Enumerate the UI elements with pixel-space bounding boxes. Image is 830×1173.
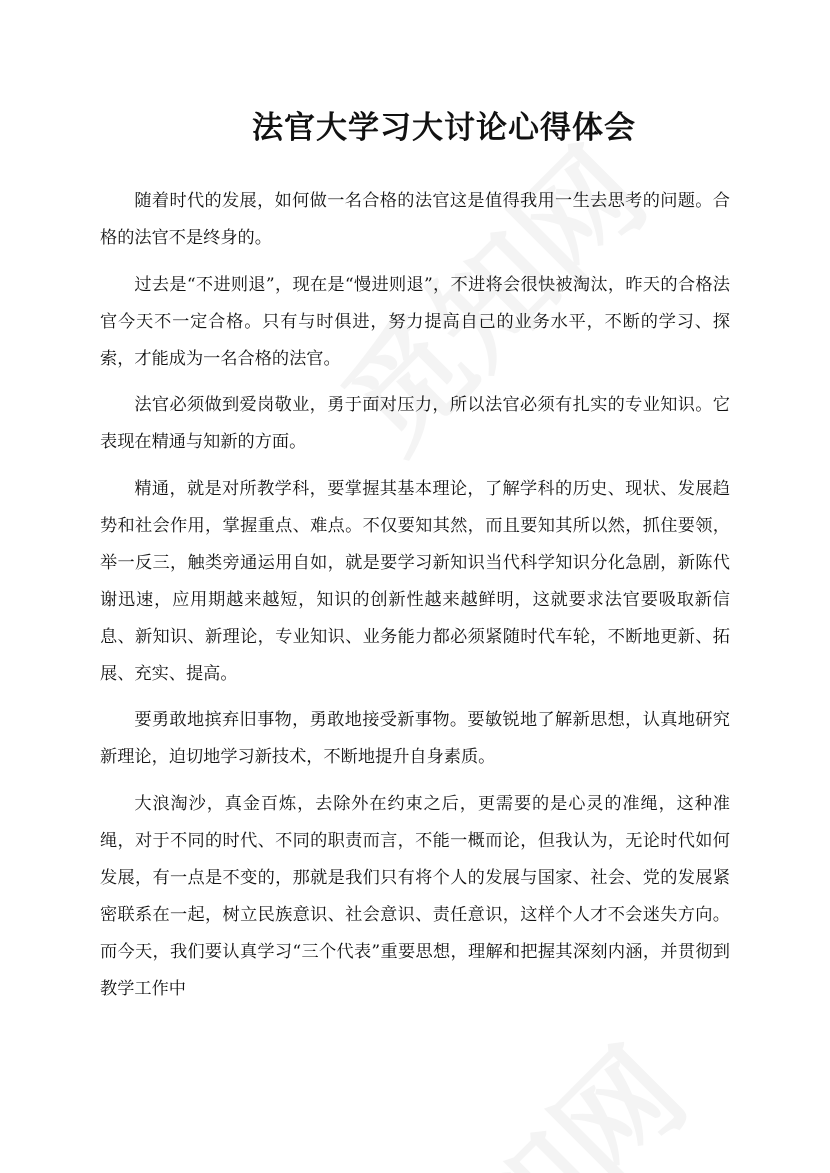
watermark bbox=[340, 1005, 716, 1173]
paragraph: 要勇敢地摈弃旧事物，勇敢地接受新事物。要敏锐地了解新思想，认真地研究新理论，迫切地学习新技术，不断地提升自身素质。 bbox=[100, 710, 730, 767]
document-body bbox=[100, 183, 730, 1017]
paragraph: 法官必须做到爱岗敬业，勇于面对压力，所以法官必须有扎实的专业知识。它表现在精通与知新的方面。 bbox=[100, 395, 730, 452]
paragraph: 过去是“不进则退”，现在是“慢进则退”，不进将会很快被淘汰，昨天的合格法官今天不一定合格。只有与时俱进，努力提高自己的业务水平，不断的学习、探索，才能成为一名合格的法官。 bbox=[100, 274, 730, 369]
document-title: 法官大学习大讨论心得体会 bbox=[252, 110, 636, 146]
paragraph: 大浪淘沙，真金百炼，去除外在约束之后，更需要的是心灵的准绳，这种准绳，对于不同的时代、不同的职责而言，不能一概而论，但我认为，无论时代如何发展，有一点是不变的，那就是我们只有将个人的发展与国家、社会、党的发展紧密联系在一起，树立民族意识、社会意识、责任意识，这样个人才不会迷失方向。而今天，我们要认真学习“三个代表”重要思想，理解和把握其深刻内涵，并贯彻到教学工作中 bbox=[100, 793, 730, 999]
paragraph: 随着时代的发展，如何做一名合格的法官这是值得我用一生去思考的问题。合格的法官不是终身的。 bbox=[100, 191, 730, 248]
paragraph: 精通，就是对所教学科，要掌握其基本理论，了解学科的历史、现状、发展趋势和社会作用，掌握重点、难点。不仅要知其然，而且要知其所以然，抓住要领，举一反三，触类旁通运用自如，就是要学习新知识当代科学知识分化急剧，新陈代谢迅速，应用期越来越短，知识的创新性越来越鲜明，这就要求法官要吸取新信息、新知识、新理论，专业知识、业务能力都必须紧随时代车轮，不断地更新、拓展、充实、提高。 bbox=[100, 478, 730, 684]
